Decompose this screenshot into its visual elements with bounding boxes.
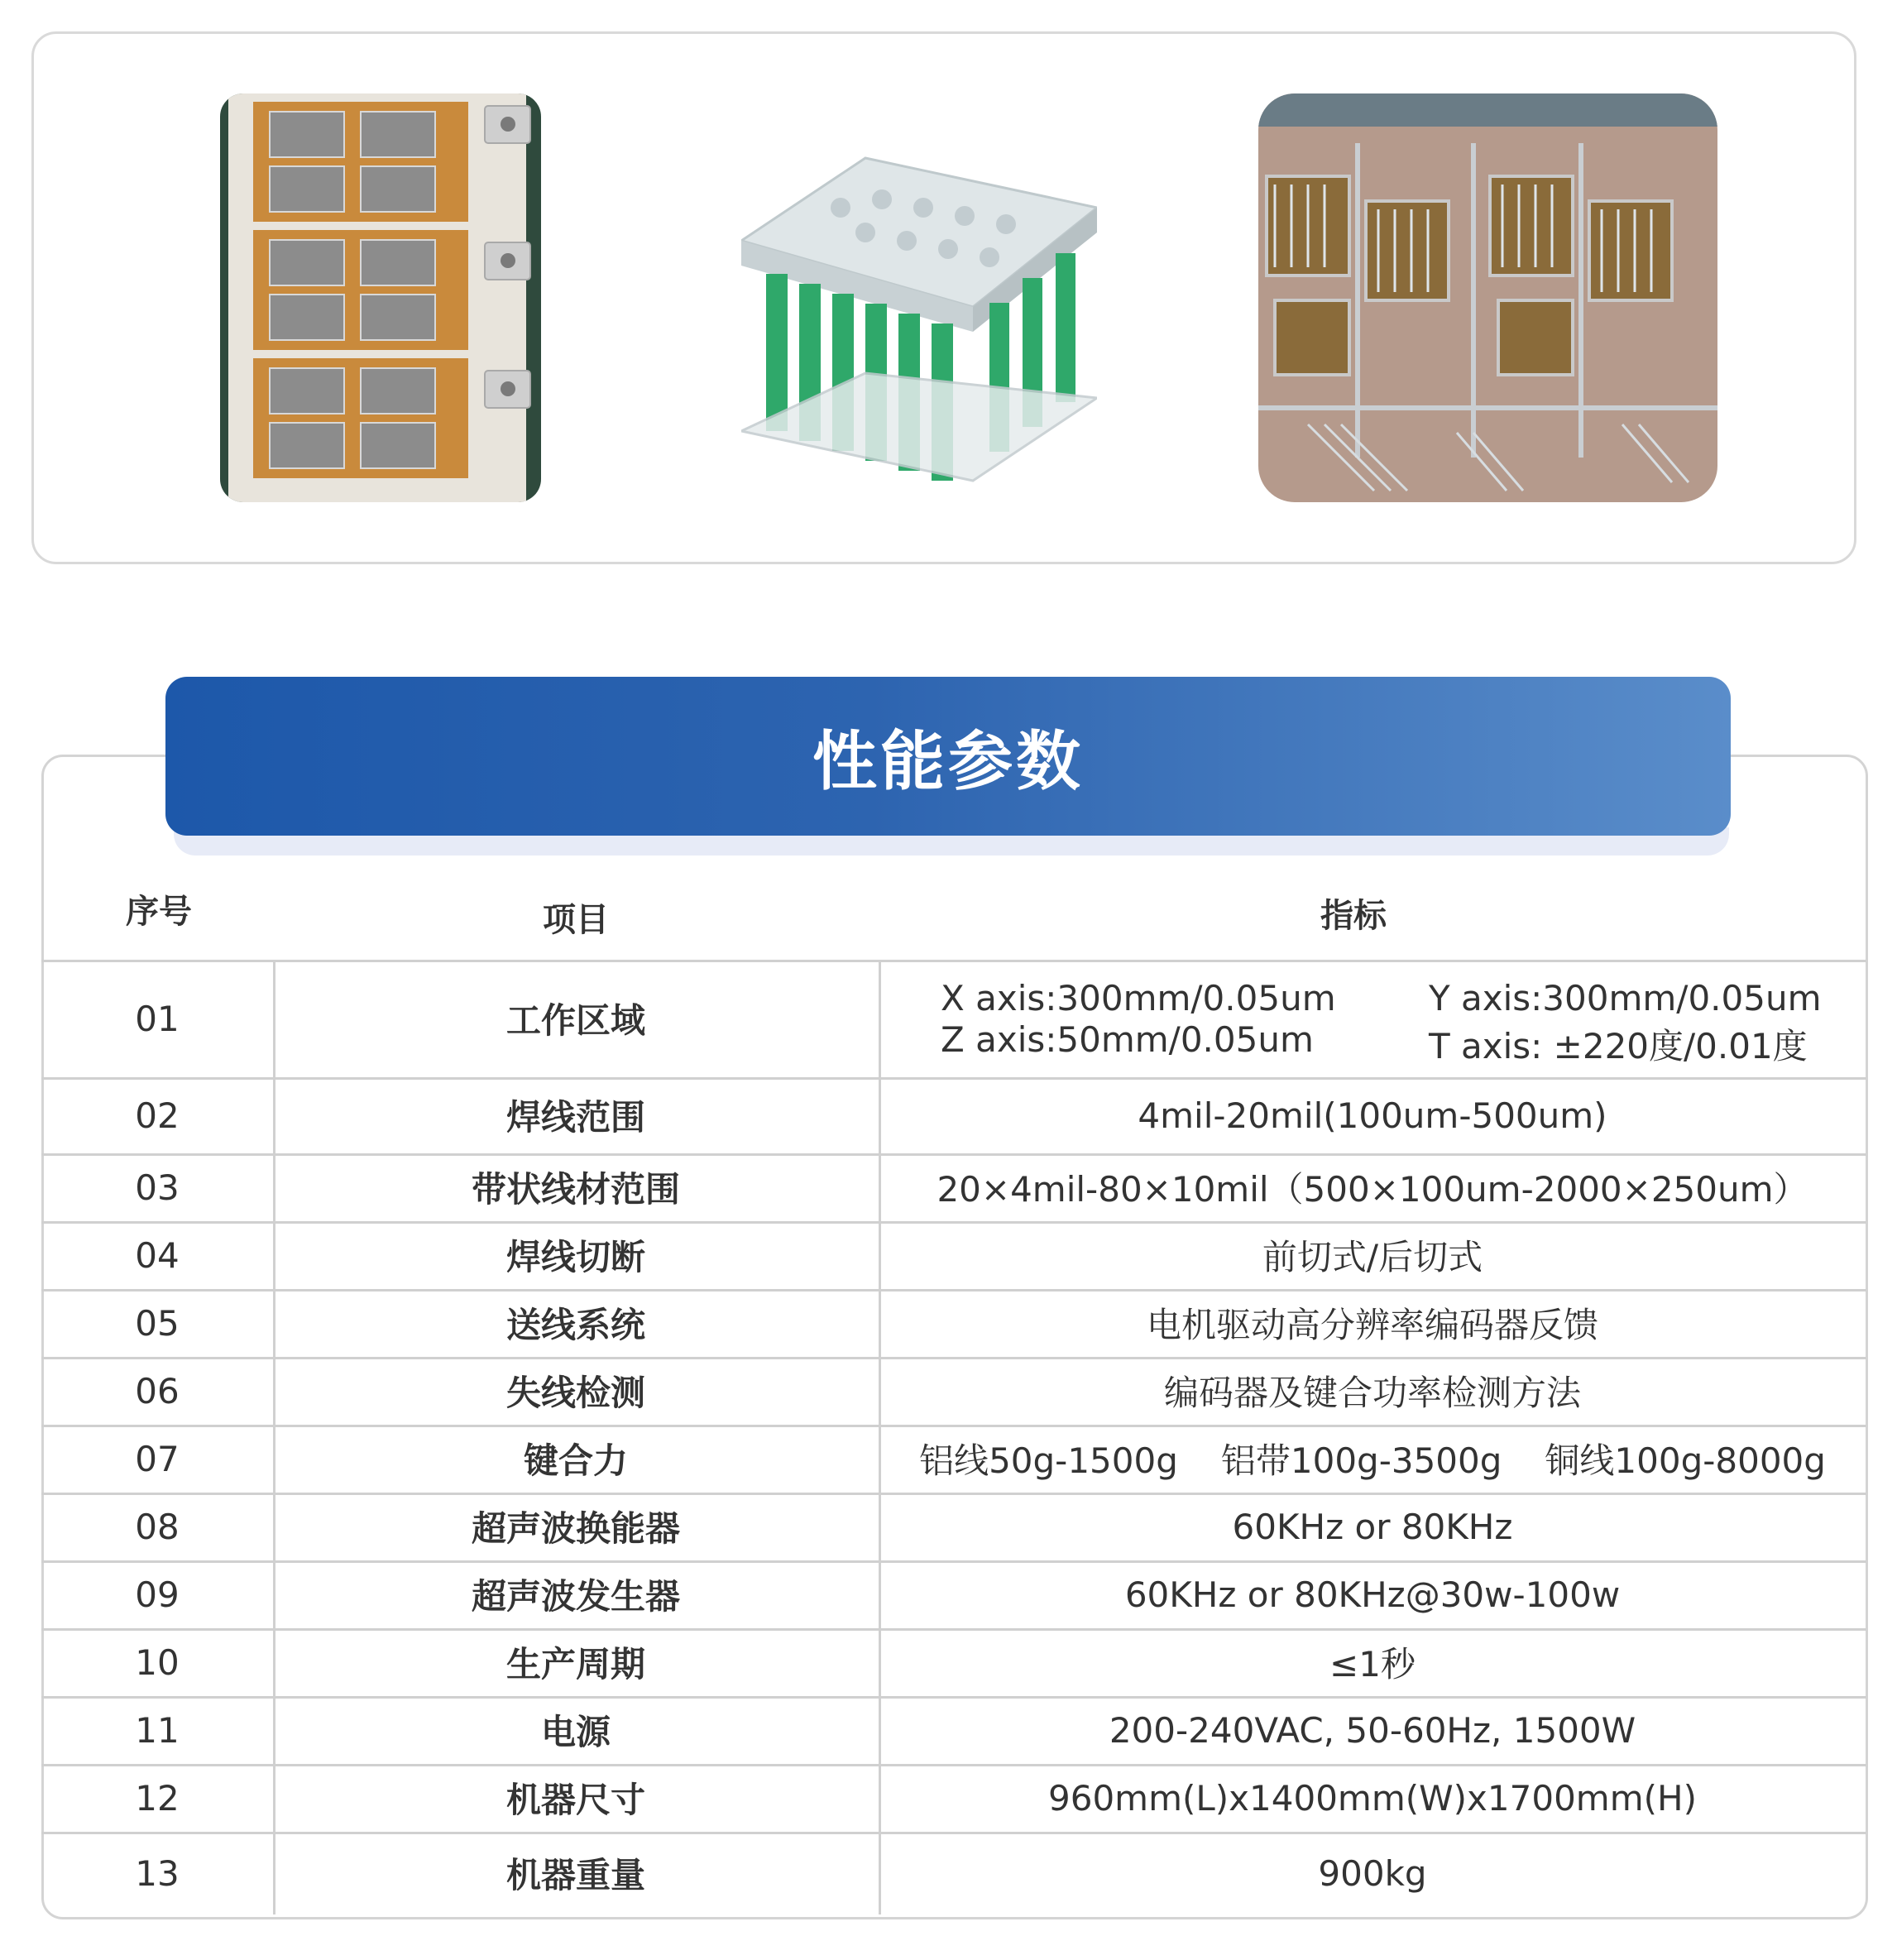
row-number: 03: [135, 1167, 180, 1208]
table-row: [41, 960, 1866, 1077]
table-row: [41, 1289, 1866, 1357]
table-row: [41, 1425, 1866, 1493]
row-number: 13: [135, 1852, 180, 1894]
row-number: 11: [135, 1709, 180, 1751]
row-item: 超声波换能器: [471, 1508, 680, 1549]
row-number: 10: [135, 1641, 180, 1683]
table-row: [41, 1077, 1866, 1153]
column-divider: [273, 960, 275, 1914]
row-number: 06: [135, 1370, 180, 1411]
wire-bonded-pcb-photo: [1258, 93, 1717, 502]
table-row: [41, 1357, 1866, 1425]
row-spec: 60KHz or 80KHz: [1232, 1506, 1513, 1547]
row-spec: 20×4mil-80×10mil（500×100um-2000×250um）: [937, 1169, 1808, 1210]
table-row: [41, 1764, 1866, 1832]
row-number: 01: [135, 998, 180, 1039]
table-row: [41, 1696, 1866, 1764]
row-item: 机器重量: [505, 1855, 645, 1895]
row-item: 焊线范围: [505, 1097, 645, 1138]
row-item: 生产周期: [505, 1644, 645, 1684]
row-item: 电源: [540, 1712, 611, 1752]
spec-part: 铜线100g-8000g: [1545, 1440, 1826, 1481]
row-item: 机器尺寸: [505, 1780, 645, 1820]
spec-part: 铝带100g-3500g: [1220, 1440, 1502, 1481]
row-spec: 电机驱动高分辨率编码器反馈: [1146, 1305, 1598, 1345]
row-item: 键合力: [523, 1440, 628, 1481]
row-number: 04: [135, 1234, 180, 1276]
table-row: [41, 1628, 1866, 1696]
row-item: 带状线材范围: [471, 1169, 680, 1210]
axis-spec: Z axis:50mm/0.05um: [941, 1019, 1314, 1060]
row-spec: 900kg: [1318, 1852, 1427, 1894]
row-spec: 前切式/后切式: [1262, 1237, 1483, 1277]
row-number: 07: [135, 1438, 180, 1479]
header-item: 项目: [543, 901, 609, 939]
row-spec: 200-240VAC, 50-60Hz, 1500W: [1109, 1709, 1636, 1751]
axis-spec: Y axis:300mm/0.05um: [1429, 978, 1822, 1018]
row-spec: [879, 1425, 1866, 1493]
header-spec: 指标: [1320, 897, 1387, 935]
table-row: [41, 1832, 1866, 1914]
row-spec-axes: [879, 960, 1866, 1077]
table-row: [41, 1493, 1866, 1560]
spec-part: 铝线50g-1500g: [919, 1440, 1178, 1481]
column-divider: [879, 960, 881, 1914]
row-number: 08: [135, 1506, 180, 1547]
battery-pack-photo: [741, 125, 1097, 506]
product-gallery: [31, 31, 1856, 564]
params-banner: [165, 677, 1731, 836]
header-no: 序号: [126, 893, 192, 931]
row-spec: 960mm(L)x1400mm(W)x1700mm(H): [1048, 1777, 1697, 1819]
table-row: [41, 1153, 1866, 1221]
row-spec: 4mil-20mil(100um-500um): [1138, 1095, 1607, 1136]
row-number: 09: [135, 1574, 180, 1615]
row-item: 超声波发生器: [471, 1576, 680, 1617]
row-spec: 编码器及键合功率检测方法: [1163, 1373, 1581, 1413]
row-item: 焊线切断: [505, 1237, 645, 1277]
row-number: 02: [135, 1095, 180, 1136]
axis-spec: T axis: ±220度/0.01度: [1429, 1026, 1808, 1066]
table-row: [41, 1560, 1866, 1628]
params-title: 性能参数: [812, 725, 1084, 799]
power-module-photo: [220, 93, 541, 502]
table-row: [41, 1221, 1866, 1289]
row-number: 12: [135, 1777, 180, 1819]
row-item: 失线检测: [505, 1373, 645, 1413]
row-number: 05: [135, 1302, 180, 1344]
row-item: 送线系统: [505, 1305, 645, 1345]
row-spec: 60KHz or 80KHz@30w-100w: [1124, 1574, 1621, 1615]
axis-spec: X axis:300mm/0.05um: [941, 978, 1336, 1018]
row-item: 工作区域: [505, 1000, 645, 1041]
row-spec: ≤1秒: [1329, 1644, 1416, 1684]
